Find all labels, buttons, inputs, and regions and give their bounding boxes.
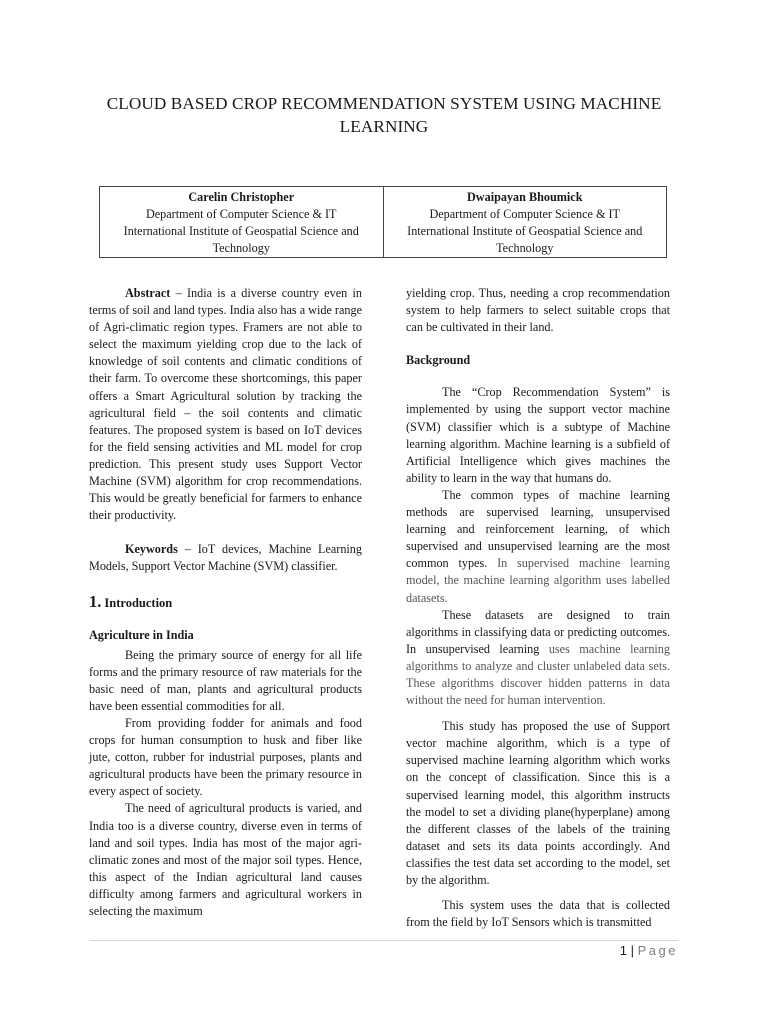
author-1 xyxy=(100,187,383,257)
paragraph: This study has proposed the use of Support vector machine algorithm, which is a type of supervised machine learning algorithm which works on the concept of classification. Since this is a supervised learning model, this algorithm instructs the model to set a dividing plane(hyperplane) among the different classes of the labels of the training dataset and sets its data points accordingly. And classifies the test data set according to the model, set by the algorithm. xyxy=(406,719,670,887)
paragraph: From providing fodder for animals and food crops for human consumption to husk and fiber like jute, cotton, rubber for industrial purposes, plants and agricultural products have been the primary resource in every aspect of society. xyxy=(89,715,362,799)
page-label: Page xyxy=(637,943,678,958)
paragraph-text: These datasets are designed to train algorithms in classifying data or predicting outcomes. In unsupervised learning xyxy=(406,607,670,656)
paper-title: CLOUD BASED CROP RECOMMENDATION SYSTEM USING MACHINE LEARNING xyxy=(106,94,662,136)
keywords-label: Keywords xyxy=(125,542,178,557)
footer-separator: | xyxy=(627,943,638,958)
author-name: Carelin Christopher xyxy=(188,190,295,204)
author-name: Dwaipayan Bhoumick xyxy=(467,190,583,204)
abstract xyxy=(89,285,362,524)
page-number: 1 xyxy=(619,943,628,958)
paragraph xyxy=(406,607,670,710)
footer-divider xyxy=(90,940,678,941)
section-title: Introduction xyxy=(104,595,173,610)
keywords xyxy=(89,541,362,575)
subheading-background: Background xyxy=(406,353,471,368)
abstract-label: Abstract xyxy=(125,286,171,300)
section-number: 1. xyxy=(89,591,102,611)
author-department: Department of Computer Science & IT xyxy=(429,207,621,221)
paragraph: Being the primary source of energy for all life forms and the primary resource of raw materials for the basic need of man, plants and agricultural products have been essential commodities for all. xyxy=(89,647,362,713)
author-institute: International Institute of Geospatial Science and Technology xyxy=(407,224,643,255)
section-heading-introduction xyxy=(89,592,362,613)
paragraph: The need of agricultural products is varied, and India too is a diverse country, diverse even in terms of land and soil types. India has most of the major agri- climatic zones and most of the major soil types. Hence, this aspect of the Indian agricultural land causes difficulty among farmers and agricultural workers in selecting the maximum xyxy=(89,801,362,918)
author-table xyxy=(99,186,667,258)
page-footer xyxy=(620,943,678,958)
paragraph-text-grey: uses machine learning algorithms to analyze and cluster unlabeled data sets. These algorithms discover hidden patterns in data without the need for human intervention. xyxy=(406,641,670,708)
author-institute: International Institute of Geospatial Science and Technology xyxy=(123,224,359,255)
author-department: Department of Computer Science & IT xyxy=(145,207,337,221)
paragraph-text: The common types of machine learning methods are supervised learning, unsupervised learning and reinforcement learning, of which supervised and unsupervised learning are the most common types. xyxy=(406,487,670,571)
abstract-text: – India is a diverse country even in terms of soil and land types. India also has a wide range of Agri-climatic region types. Framers are not able to select the maximum yielding crop due to the lack of knowledge of soil contents and climatic conditions of their farm. To overcome these shortcomings, this paper offers a Smart Agricultural solution by tracking the agricultural field – the soil contents and climatic features. The proposed system is based on IoT devices for the field sensing activities and ML model for crop prediction. This present study uses Support Vector Machine (SVM) algorithm for crop recommendations. This would be greatly beneficial for farmers to enhance their productivity. xyxy=(89,286,362,523)
right-column xyxy=(406,285,670,931)
paragraph: This system uses the data that is collected from the field by IoT Sensors which is transmitted xyxy=(406,898,670,930)
left-column xyxy=(89,285,362,920)
paragraph-text-grey: In supervised machine learning model, the machine learning algorithm uses labelled datasets. xyxy=(406,556,670,605)
paragraph-continued: yielding crop. Thus, needing a crop recommendation system to help farmers to select suitable crops that can be cultivated in their land. xyxy=(406,286,670,335)
paragraph: The “Crop Recommendation System” is implemented by using the support vector machine (SVM) classifier which is a subtype of Machine learning algorithm. Machine learning is a subfield of Artificial Intelligence which gives machines the ability to learn in the way that humans do. xyxy=(406,385,670,485)
author-2 xyxy=(383,187,667,257)
subheading-agriculture-in-india: Agriculture in India xyxy=(89,627,194,642)
keywords-text: – IoT devices, Machine Learning Models, Support Vector Machine (SVM) classifier. xyxy=(89,542,362,574)
paragraph xyxy=(406,487,670,607)
